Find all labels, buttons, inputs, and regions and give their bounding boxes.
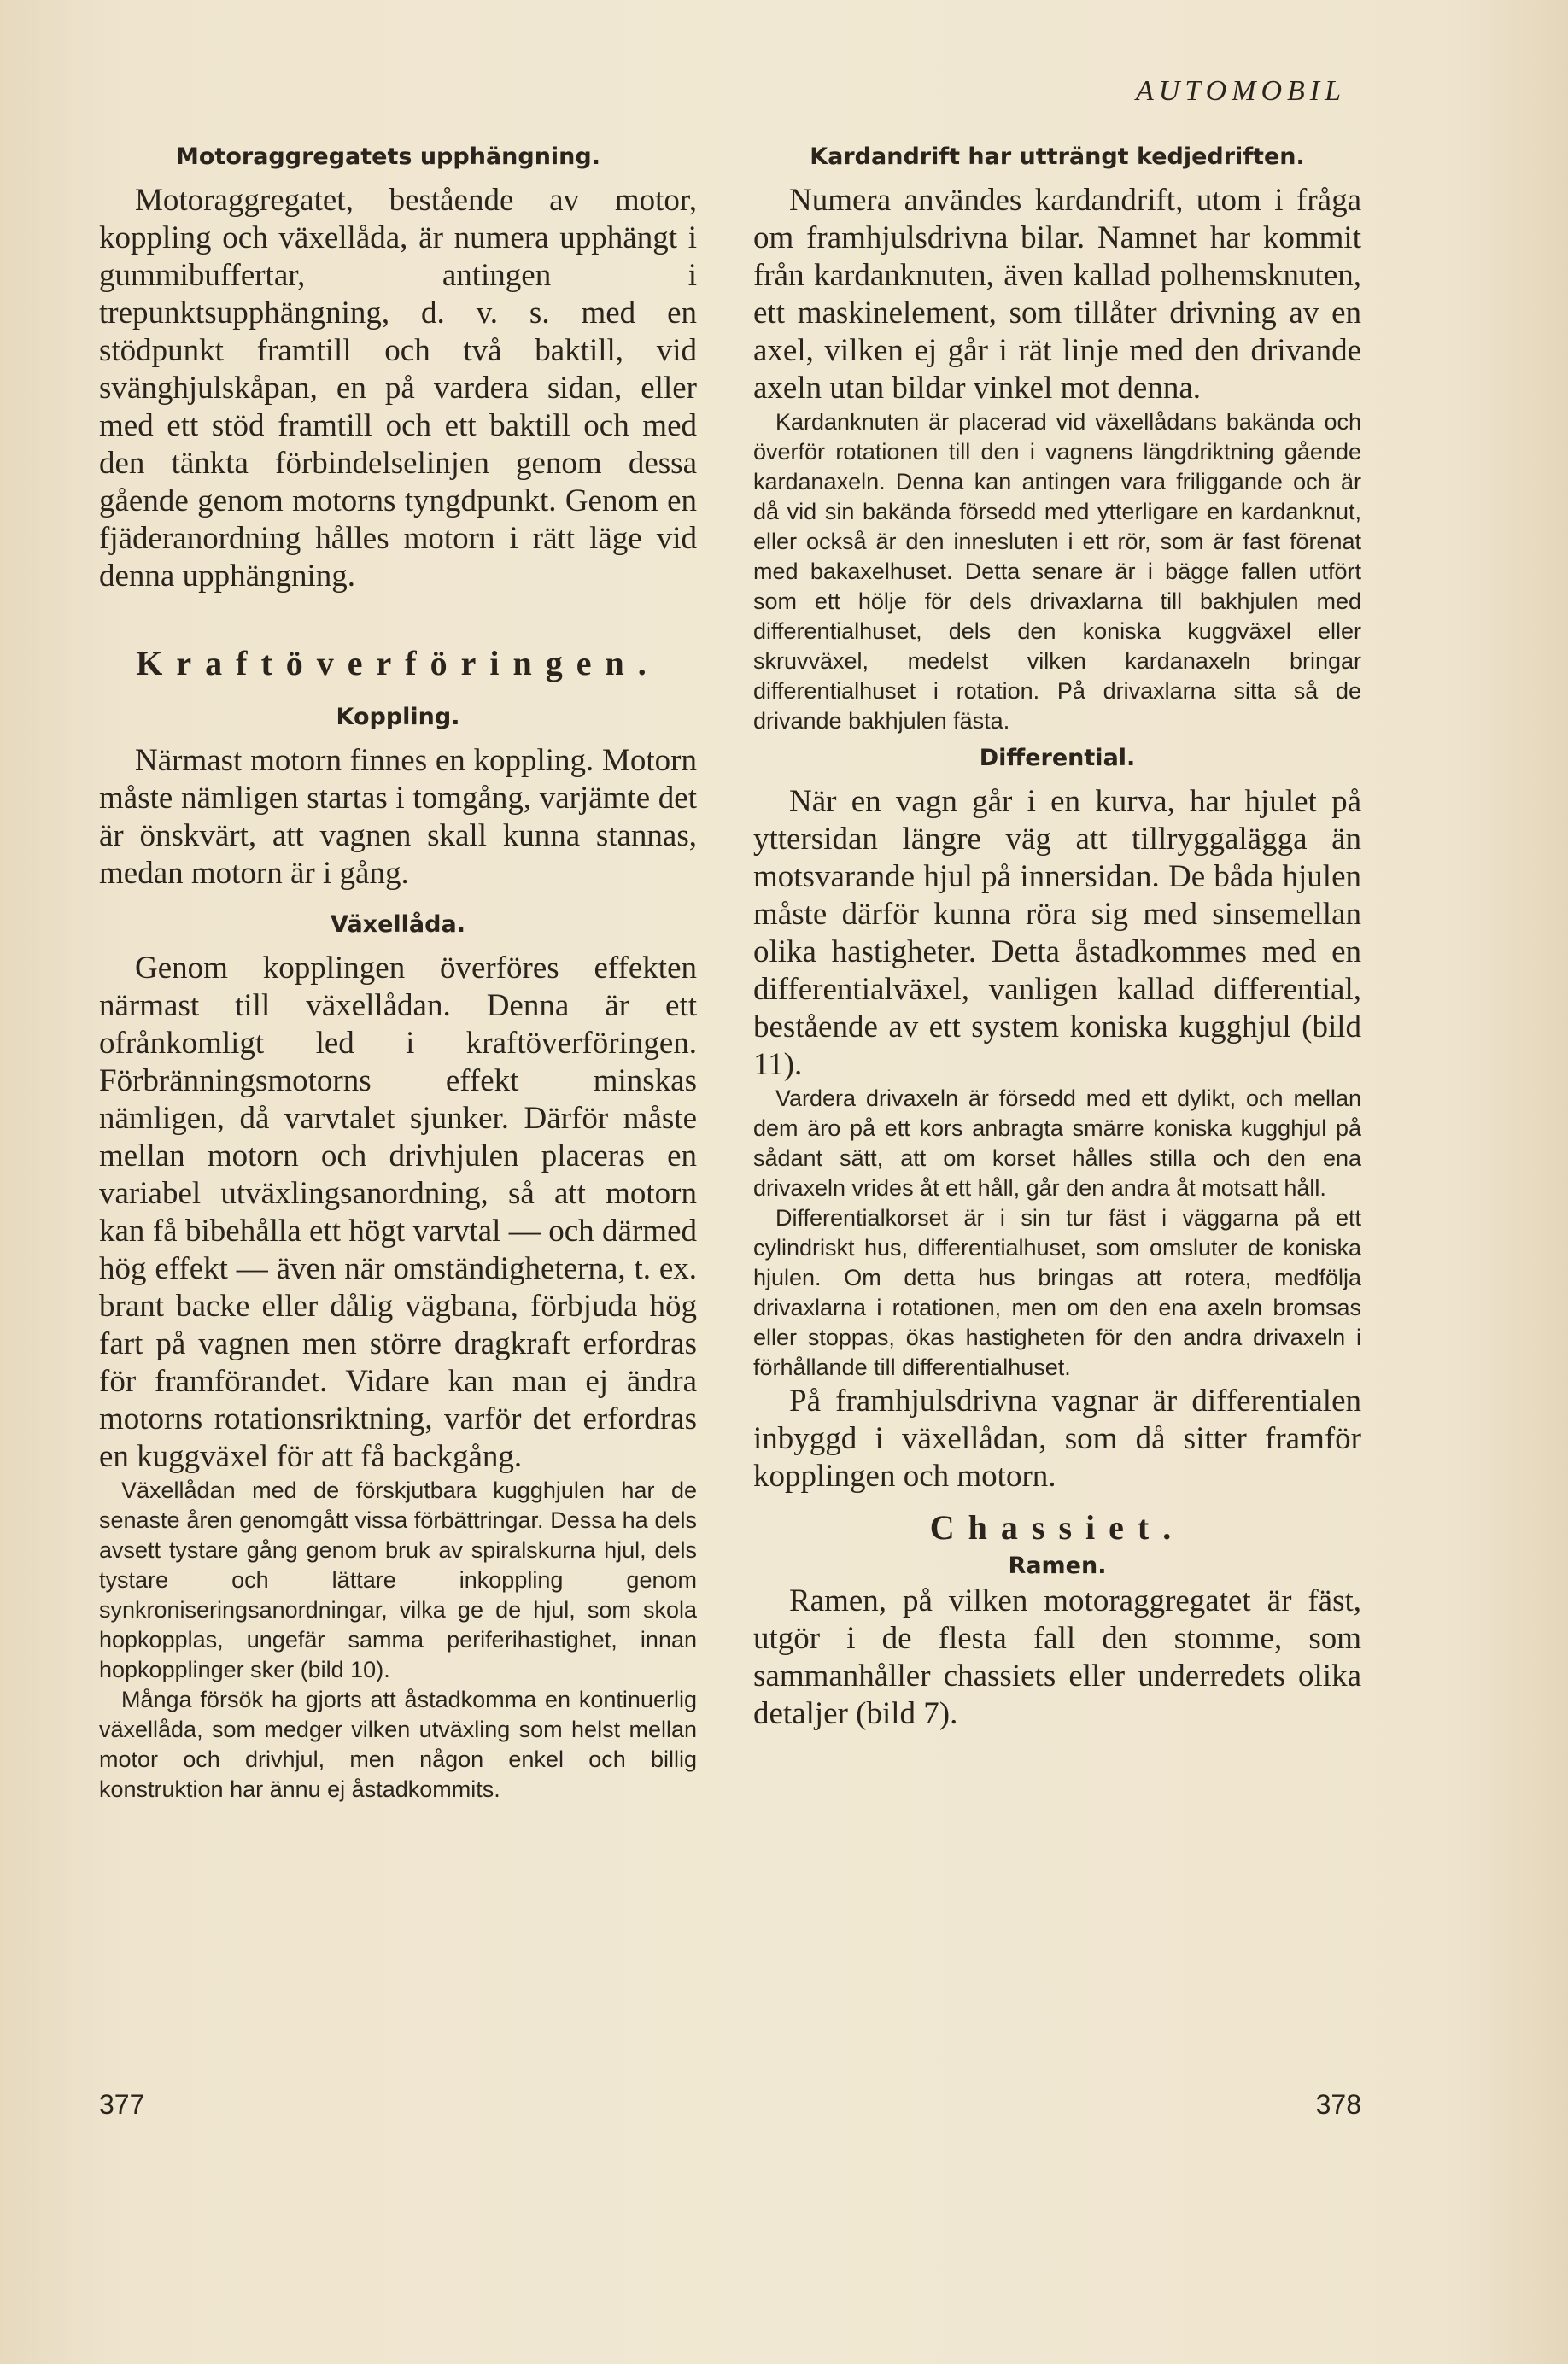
left-page-column: [99, 135, 697, 1805]
paragraph-differential-small-2: Differentialkorset är i sin tur fäst i väggarna på ett cylindriskt hus, differentialhuset, som omsluter de koniska hjulen. Om detta hus bringas att rotera, medfölja drivaxlarna i rotationen, men om den ena axeln bromsas eller stoppas, ökas hastigheten för den andra drivaxeln i förhållande till differentialhuset.: [753, 1205, 1361, 1380]
paragraph-suspension: Motoraggregatet, bestående av motor, koppling och växellåda, är numera upphängt i gummibuffertar, antingen i trepunktsupphängning, d. v. s. med en stödpunkt framtill och två baktill, vid svänghjulskåpan, en på vardera sidan, eller med ett stöd framtill och ett baktill och med den tänkta förbindelselinjen genom dessa gående genom motorns tyngdpunkt. Genom en fjäderanordning hålles motorn i rätt läge vid denna upphängning.: [99, 183, 697, 594]
heading-clutch: Koppling.: [336, 704, 460, 730]
page-number-left: 377: [99, 2089, 145, 2120]
paragraph-differential: När en vagn går i en kurva, har hjulet på yttersidan längre väg att tillryggalägga än motsvarande hjul på innersidan. De båda hjulen måste därför kunna röra sig med sinsemellan olika hastigheter. Detta åstadkommes med en differentialväxel, vanligen kallad differential, bestående av ett system koniska kugghjul (bild 11).: [753, 784, 1361, 1082]
heading-frame: Ramen.: [1008, 1553, 1107, 1579]
paragraph-frontdrive: På framhjulsdrivna vagnar är differentialen inbyggd i växellådan, som då sitter framför kopplingen och motorn.: [753, 1384, 1361, 1494]
paragraph-gearbox-small-1: Växellådan med de förskjutbara kugghjulen har de senaste åren genomgått vissa förbättringar. Dessa ha dels avsett tystare gång genom bruk av spiralskurna hjul, dels tystare och lättare inkoppling genom synkroniseringsanordningar, vilka ge de hjul, som skola hopkopplas, ungefär samma periferihastighet, innan hopkopplinger sker (bild 10).: [99, 1478, 697, 1682]
heading-cardan: Kardandrift har utträngt kedjedriften.: [810, 143, 1305, 170]
paragraph-frame: Ramen, på vilken motoraggregatet är fäst, utgör i de flesta fall den stomme, som sammanhåller chassiets eller underredets olika detaljer (bild 7).: [753, 1583, 1361, 1731]
paragraph-clutch: Närmast motorn finnes en koppling. Motorn måste nämligen startas i tomgång, varjämte det är önskvärt, att vagnen skall kunna stannas, medan motorn är i gång.: [99, 743, 697, 891]
paragraph-cardan-small: Kardanknuten är placerad vid växellådans bakända och överför rotationen till den i vagnens längdriktning gående kardanaxeln. Denna kan antingen vara friliggande och är då vid sin bakända försedd med ytterligare en kardanknut, eller också är den innesluten i ett rör, som är fast förenat med bakaxelhuset. Detta senare är i bägge fallen utfört som ett hölje för dels drivaxlarna till bakhjulen med differentialhuset, dels den koniska kuggväxel eller skruvväxel, medelst vilken kardanaxeln bringar differentialhuset i rotation. På drivaxlarna sitta så de drivande bakhjulen fästa.: [753, 409, 1361, 734]
heading-differential: Differential.: [979, 745, 1136, 771]
page-number-right: 378: [1315, 2089, 1361, 2120]
right-page-column: [753, 135, 1361, 1733]
paragraph-gearbox-small-2: Många försök ha gjorts att åstadkomma en kontinuerlig växellåda, som medger vilken utväxling som helst mellan motor och drivhjul, men någon enkel och billig konstruktion har ännu ej åstadkommits.: [99, 1687, 697, 1802]
running-head: AUTOMOBIL: [1135, 75, 1346, 107]
paragraph-cardan: Numera användes kardandrift, utom i fråga om framhjulsdrivna bilar. Namnet har kommit från kardanknuten, även kallad polhemsknuten, ett maskinelement, som tillåter drivning av en axel, vilken ej går i rät linje med den drivande axeln utan bildar vinkel mot denna.: [753, 183, 1361, 406]
paragraph-gearbox: Genom kopplingen överföres effekten närmast till växellådan. Denna är ett ofrånkomligt led i kraftöverföringen. Förbränningsmotorns effekt minskas nämligen, då varvtalet sjunker. Därför måste mellan motorn och drivhjulen placeras en variabel utväxlingsanordning, så att motorn kan få bibehålla ett högt varvtal — och därmed hög effekt — även när omständigheterna, t. ex. brant backe eller dålig vägbana, förbjuda hög fart på vagnen men större dragkraft erfordras för framförandet. Vidare kan man ej ändra motorns rotationsriktning, varför det erfordras en kuggväxel för att få backgång.: [99, 951, 697, 1474]
heading-chassis: Chassiet.: [929, 1508, 1185, 1547]
heading-transmission: Kraftöverföringen.: [136, 644, 660, 682]
heading-suspension: Motoraggregatets upphängning.: [176, 143, 600, 170]
paragraph-differential-small-1: Vardera drivaxeln är försedd med ett dylikt, och mellan dem äro på ett kors anbragta smärre koniska kugghjul på sådant sätt, att om korset hålles stilla och den ena drivaxeln vrides åt ett håll, går den andra åt motsatt håll.: [753, 1085, 1361, 1201]
heading-gearbox: Växellåda.: [331, 911, 465, 938]
